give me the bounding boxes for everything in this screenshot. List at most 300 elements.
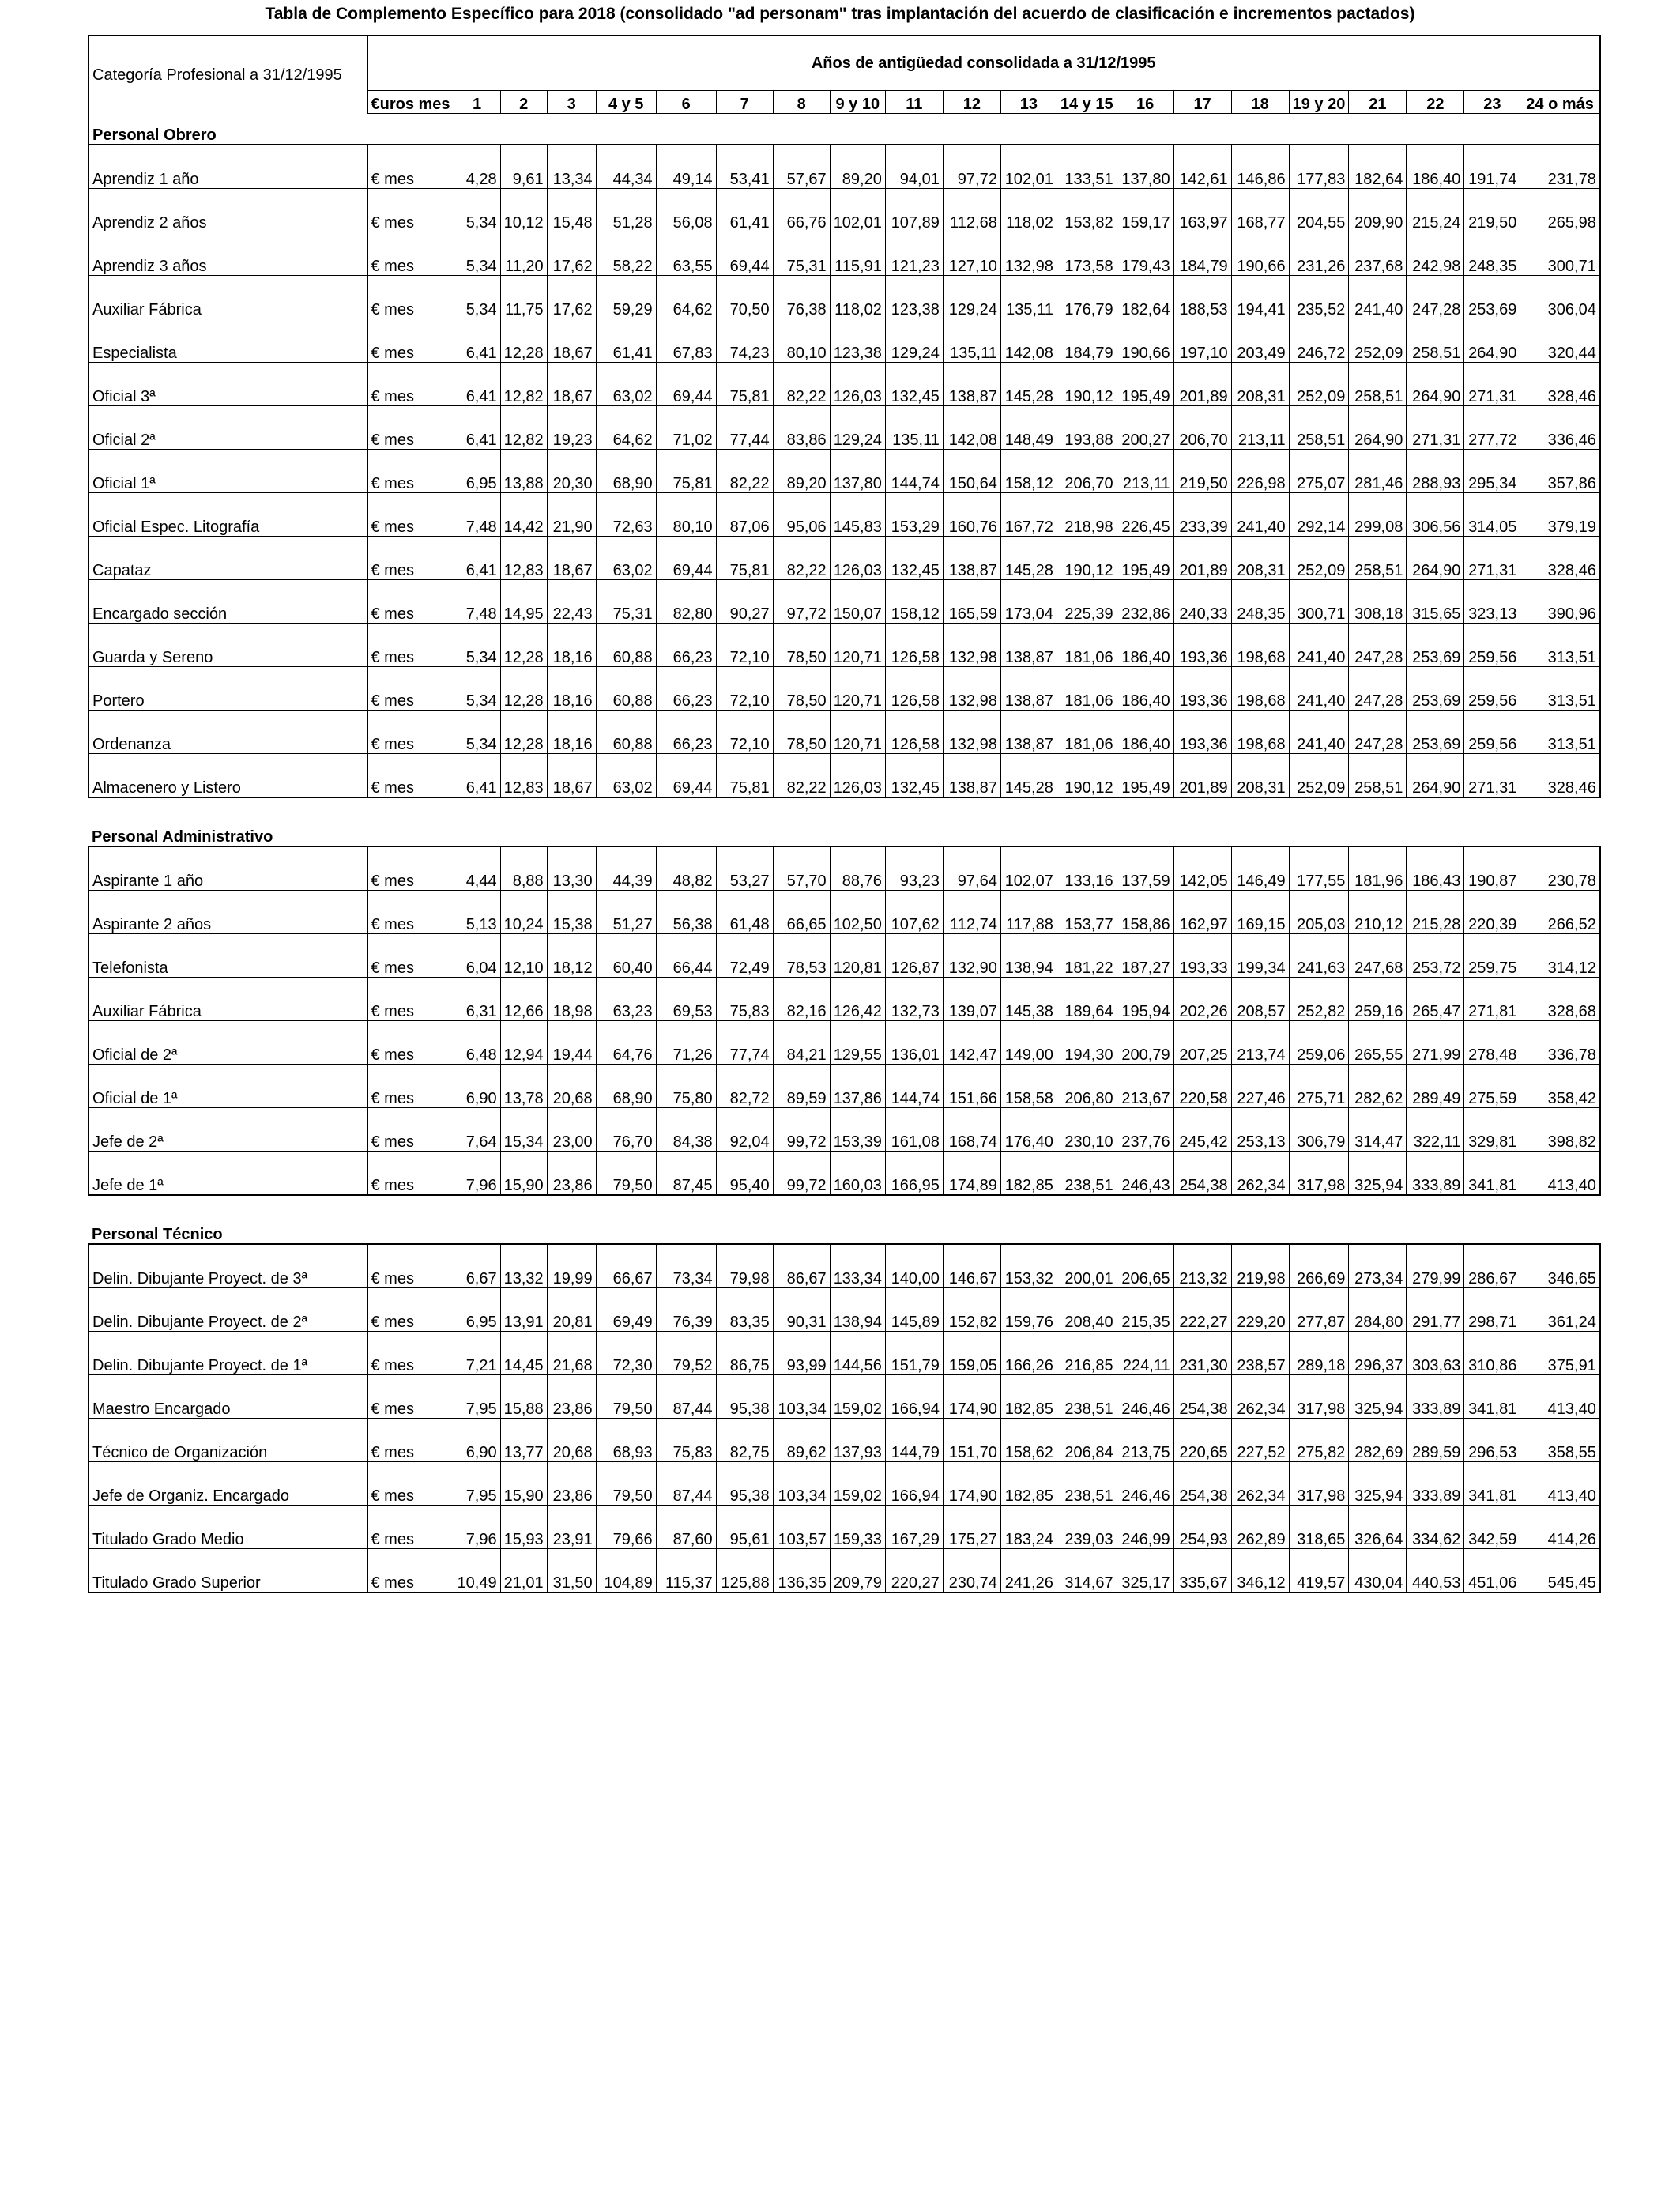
value-cell: 5,13 [454,891,500,934]
value-cell: 262,34 [1231,1152,1289,1196]
value-cell: 146,49 [1231,846,1289,891]
column-header: 24 o más [1520,91,1600,114]
value-cell: 168,77 [1231,189,1289,232]
value-cell: 289,59 [1407,1419,1464,1462]
value-cell: 137,80 [830,450,885,493]
value-cell: 112,68 [943,189,1000,232]
value-cell: 83,35 [716,1288,773,1332]
value-cell: 258,51 [1349,363,1407,406]
value-cell: 315,65 [1407,580,1464,624]
value-cell: 226,45 [1117,493,1173,537]
value-cell: 259,56 [1464,667,1520,711]
value-cell: 13,88 [500,450,547,493]
value-cell: 258,51 [1289,406,1349,450]
value-cell: 209,90 [1349,189,1407,232]
value-cell: 89,20 [830,145,885,189]
unit-cell: € mes [367,145,454,189]
value-cell: 341,81 [1464,1375,1520,1419]
unit-cell: € mes [367,1549,454,1593]
value-cell: 19,44 [547,1021,596,1065]
value-cell: 15,90 [500,1152,547,1196]
value-cell: 186,43 [1407,846,1464,891]
value-cell: 90,31 [773,1288,830,1332]
value-cell: 132,90 [943,934,1000,978]
value-cell: 259,75 [1464,934,1520,978]
value-cell: 200,79 [1117,1021,1173,1065]
value-cell: 120,71 [830,667,885,711]
value-cell: 75,81 [656,450,716,493]
value-cell: 90,27 [716,580,773,624]
value-cell: 120,71 [830,711,885,754]
value-cell: 79,66 [596,1506,656,1549]
value-cell: 82,22 [773,754,830,798]
value-cell: 213,11 [1117,450,1173,493]
value-cell: 137,80 [1117,145,1173,189]
value-cell: 264,90 [1407,363,1464,406]
value-cell: 73,34 [656,1244,716,1288]
value-cell: 68,90 [596,1065,656,1108]
value-cell: 87,06 [716,493,773,537]
category-cell: Telefonista [89,934,367,978]
value-cell: 197,10 [1173,319,1231,363]
column-header: 13 [1000,91,1057,114]
value-cell: 193,33 [1173,934,1231,978]
value-cell: 358,42 [1520,1065,1600,1108]
value-cell: 97,72 [943,145,1000,189]
value-cell: 230,10 [1057,1108,1117,1152]
value-cell: 240,33 [1173,580,1231,624]
value-cell: 12,66 [500,978,547,1021]
value-cell: 279,99 [1407,1244,1464,1288]
category-cell: Aprendiz 3 años [89,232,367,276]
value-cell: 238,51 [1057,1462,1117,1506]
value-cell: 182,85 [1000,1375,1057,1419]
value-cell: 252,09 [1289,537,1349,580]
value-cell: 252,82 [1289,978,1349,1021]
value-cell: 310,86 [1464,1332,1520,1375]
value-cell: 139,07 [943,978,1000,1021]
value-cell: 6,41 [454,537,500,580]
value-cell: 227,46 [1231,1065,1289,1108]
value-cell: 138,94 [1000,934,1057,978]
category-cell: Oficial de 2ª [89,1021,367,1065]
value-cell: 313,51 [1520,667,1600,711]
value-cell: 208,31 [1231,754,1289,798]
value-cell: 232,86 [1117,580,1173,624]
value-cell: 145,38 [1000,978,1057,1021]
category-cell: Jefe de 1ª [89,1152,367,1196]
value-cell: 247,28 [1407,276,1464,319]
value-cell: 132,73 [885,978,943,1021]
value-cell: 176,79 [1057,276,1117,319]
category-cell: Especialista [89,319,367,363]
unit-cell: € mes [367,406,454,450]
value-cell: 198,68 [1231,624,1289,667]
value-cell: 188,53 [1173,276,1231,319]
value-cell: 12,28 [500,624,547,667]
value-cell: 286,67 [1464,1244,1520,1288]
value-cell: 15,90 [500,1462,547,1506]
value-cell: 20,68 [547,1065,596,1108]
value-cell: 333,89 [1407,1375,1464,1419]
value-cell: 237,76 [1117,1108,1173,1152]
value-cell: 314,67 [1057,1549,1117,1593]
value-cell: 72,30 [596,1332,656,1375]
unit-cell: € mes [367,978,454,1021]
value-cell: 64,62 [656,276,716,319]
value-cell: 126,03 [830,537,885,580]
value-cell: 146,67 [943,1244,1000,1288]
value-cell: 237,68 [1349,232,1407,276]
value-cell: 6,41 [454,363,500,406]
value-cell: 213,67 [1117,1065,1173,1108]
value-cell: 259,06 [1289,1021,1349,1065]
value-cell: 87,44 [656,1375,716,1419]
value-cell: 86,75 [716,1332,773,1375]
unit-cell: € mes [367,189,454,232]
value-cell: 80,10 [773,319,830,363]
table-row [89,1419,1600,1462]
value-cell: 53,27 [716,846,773,891]
value-cell: 10,49 [454,1549,500,1593]
value-cell: 159,02 [830,1462,885,1506]
value-cell: 206,84 [1057,1419,1117,1462]
category-cell: Almacenero y Listero [89,754,367,798]
value-cell: 202,26 [1173,978,1231,1021]
value-cell: 336,78 [1520,1021,1600,1065]
value-cell: 5,34 [454,189,500,232]
value-cell: 23,91 [547,1506,596,1549]
value-cell: 5,34 [454,624,500,667]
value-cell: 13,32 [500,1244,547,1288]
value-cell: 63,55 [656,232,716,276]
value-cell: 132,98 [943,711,1000,754]
column-header: 21 [1349,91,1407,114]
value-cell: 75,31 [773,232,830,276]
unit-cell: € mes [367,276,454,319]
value-cell: 7,48 [454,580,500,624]
value-cell: 115,91 [830,232,885,276]
value-cell: 79,50 [596,1375,656,1419]
category-cell: Maestro Encargado [89,1375,367,1419]
column-header: 17 [1173,91,1231,114]
value-cell: 107,62 [885,891,943,934]
value-cell: 78,50 [773,667,830,711]
value-cell: 22,43 [547,580,596,624]
value-cell: 99,72 [773,1108,830,1152]
value-cell: 102,01 [830,189,885,232]
value-cell: 59,29 [596,276,656,319]
value-cell: 201,89 [1173,754,1231,798]
value-cell: 77,44 [716,406,773,450]
value-cell: 72,10 [716,667,773,711]
value-cell: 208,31 [1231,537,1289,580]
value-cell: 146,86 [1231,145,1289,189]
value-cell: 193,36 [1173,667,1231,711]
value-cell: 173,04 [1000,580,1057,624]
value-cell: 152,82 [943,1288,1000,1332]
column-header: 23 [1464,91,1520,114]
value-cell: 145,28 [1000,363,1057,406]
value-cell: 186,40 [1117,711,1173,754]
value-cell: 271,99 [1407,1021,1464,1065]
value-cell: 203,49 [1231,319,1289,363]
value-cell: 238,51 [1057,1152,1117,1196]
value-cell: 20,81 [547,1288,596,1332]
value-cell: 333,89 [1407,1152,1464,1196]
unit-cell: € mes [367,624,454,667]
value-cell: 183,24 [1000,1506,1057,1549]
value-cell: 69,44 [656,363,716,406]
category-cell: Jefe de Organiz. Encargado [89,1462,367,1506]
value-cell: 262,89 [1231,1506,1289,1549]
value-cell: 241,40 [1231,493,1289,537]
value-cell: 175,27 [943,1506,1000,1549]
value-cell: 160,76 [943,493,1000,537]
value-cell: 18,67 [547,754,596,798]
column-header: 18 [1231,91,1289,114]
value-cell: 7,95 [454,1375,500,1419]
value-cell: 252,09 [1289,363,1349,406]
unit-cell: € mes [367,1375,454,1419]
value-cell: 82,75 [716,1419,773,1462]
value-cell: 126,87 [885,934,943,978]
value-cell: 213,11 [1231,406,1289,450]
value-cell: 181,22 [1057,934,1117,978]
value-cell: 195,94 [1117,978,1173,1021]
value-cell: 207,25 [1173,1021,1231,1065]
value-cell: 6,95 [454,1288,500,1332]
value-cell: 82,22 [773,363,830,406]
value-cell: 15,38 [547,891,596,934]
value-cell: 63,02 [596,754,656,798]
value-cell: 145,28 [1000,754,1057,798]
value-cell: 271,31 [1407,406,1464,450]
value-cell: 6,41 [454,754,500,798]
value-cell: 135,11 [885,406,943,450]
value-cell: 61,48 [716,891,773,934]
value-cell: 12,94 [500,1021,547,1065]
value-cell: 275,07 [1289,450,1349,493]
value-cell: 220,65 [1173,1419,1231,1462]
value-cell: 51,28 [596,189,656,232]
value-cell: 129,24 [943,276,1000,319]
value-cell: 66,23 [656,667,716,711]
value-cell: 264,90 [1407,537,1464,580]
unit-cell: € mes [367,846,454,891]
unit-cell: € mes [367,1288,454,1332]
value-cell: 247,28 [1349,667,1407,711]
value-cell: 292,14 [1289,493,1349,537]
value-cell: 103,34 [773,1375,830,1419]
value-cell: 12,82 [500,406,547,450]
value-cell: 75,31 [596,580,656,624]
column-header: 19 y 20 [1289,91,1349,114]
value-cell: 69,53 [656,978,716,1021]
value-cell: 246,99 [1117,1506,1173,1549]
value-cell: 181,06 [1057,624,1117,667]
unit-cell: € mes [367,1108,454,1152]
value-cell: 306,56 [1407,493,1464,537]
value-cell: 328,68 [1520,978,1600,1021]
value-cell: 177,83 [1289,145,1349,189]
value-cell: 79,50 [596,1152,656,1196]
value-cell: 7,64 [454,1108,500,1152]
value-cell: 313,51 [1520,711,1600,754]
value-cell: 15,34 [500,1108,547,1152]
value-cell: 103,57 [773,1506,830,1549]
value-cell: 7,96 [454,1506,500,1549]
value-cell: 182,64 [1349,145,1407,189]
table-row [89,276,1600,319]
value-cell: 120,71 [830,624,885,667]
value-cell: 135,11 [1000,276,1057,319]
value-cell: 168,74 [943,1108,1000,1152]
value-cell: 176,40 [1000,1108,1057,1152]
category-cell: Técnico de Organización [89,1419,367,1462]
value-cell: 69,44 [716,232,773,276]
value-cell: 132,98 [1000,232,1057,276]
value-cell: 239,03 [1057,1506,1117,1549]
value-cell: 82,16 [773,978,830,1021]
value-cell: 12,83 [500,537,547,580]
value-cell: 8,88 [500,846,547,891]
value-cell: 48,82 [656,846,716,891]
value-cell: 132,45 [885,754,943,798]
value-cell: 275,59 [1464,1065,1520,1108]
value-cell: 148,49 [1000,406,1057,450]
value-cell: 313,51 [1520,624,1600,667]
table-row [89,580,1600,624]
value-cell: 266,69 [1289,1244,1349,1288]
value-cell: 224,11 [1117,1332,1173,1375]
value-cell: 120,81 [830,934,885,978]
value-cell: 44,39 [596,846,656,891]
column-header: 6 [656,91,716,114]
value-cell: 135,11 [943,319,1000,363]
value-cell: 235,52 [1289,276,1349,319]
category-cell: Titulado Grado Medio [89,1506,367,1549]
value-cell: 194,41 [1231,276,1289,319]
value-cell: 252,09 [1349,319,1407,363]
value-cell: 78,50 [773,624,830,667]
value-cell: 390,96 [1520,580,1600,624]
value-cell: 193,36 [1173,711,1231,754]
value-cell: 159,17 [1117,189,1173,232]
category-cell: Aprendiz 1 año [89,145,367,189]
unit-header: €uros mes [367,91,454,114]
value-cell: 126,03 [830,363,885,406]
value-cell: 252,09 [1289,754,1349,798]
unit-cell: € mes [367,363,454,406]
table-row [89,978,1600,1021]
value-cell: 84,38 [656,1108,716,1152]
value-cell: 335,67 [1173,1549,1231,1593]
value-cell: 219,50 [1464,189,1520,232]
value-cell: 121,23 [885,232,943,276]
value-cell: 142,47 [943,1021,1000,1065]
value-cell: 181,96 [1349,846,1407,891]
value-cell: 258,51 [1349,537,1407,580]
value-cell: 215,28 [1407,891,1464,934]
value-cell: 208,31 [1231,363,1289,406]
value-cell: 241,40 [1289,624,1349,667]
value-cell: 163,97 [1173,189,1231,232]
value-cell: 206,65 [1117,1244,1173,1288]
table-row [89,754,1600,798]
value-cell: 200,27 [1117,406,1173,450]
value-cell: 193,36 [1173,624,1231,667]
value-cell: 329,81 [1464,1108,1520,1152]
value-cell: 206,70 [1173,406,1231,450]
category-cell: Jefe de 2ª [89,1108,367,1152]
value-cell: 173,58 [1057,232,1117,276]
value-cell: 137,93 [830,1419,885,1462]
value-cell: 77,74 [716,1021,773,1065]
value-cell: 174,90 [943,1375,1000,1419]
value-cell: 220,39 [1464,891,1520,934]
value-cell: 87,60 [656,1506,716,1549]
value-cell: 253,69 [1407,624,1464,667]
value-cell: 264,90 [1407,754,1464,798]
value-cell: 358,55 [1520,1419,1600,1462]
value-cell: 341,81 [1464,1462,1520,1506]
value-cell: 5,34 [454,232,500,276]
value-cell: 296,37 [1349,1332,1407,1375]
value-cell: 284,80 [1349,1288,1407,1332]
unit-cell: € mes [367,493,454,537]
value-cell: 229,20 [1231,1288,1289,1332]
value-cell: 75,81 [716,754,773,798]
value-cell: 291,77 [1407,1288,1464,1332]
value-cell: 126,42 [830,978,885,1021]
value-cell: 5,34 [454,667,500,711]
value-cell: 167,72 [1000,493,1057,537]
value-cell: 67,83 [656,319,716,363]
value-cell: 79,98 [716,1244,773,1288]
value-cell: 89,59 [773,1065,830,1108]
unit-cell: € mes [367,537,454,580]
value-cell: 60,40 [596,934,656,978]
value-cell: 142,08 [1000,319,1057,363]
value-cell: 129,24 [885,319,943,363]
value-cell: 258,51 [1349,754,1407,798]
value-cell: 193,88 [1057,406,1117,450]
value-cell: 289,18 [1289,1332,1349,1375]
value-cell: 166,94 [885,1375,943,1419]
value-cell: 346,12 [1231,1549,1289,1593]
unit-cell: € mes [367,319,454,363]
value-cell: 19,23 [547,406,596,450]
value-cell: 118,02 [1000,189,1057,232]
value-cell: 398,82 [1520,1108,1600,1152]
value-cell: 328,46 [1520,363,1600,406]
table-row [89,1332,1600,1375]
value-cell: 138,87 [1000,711,1057,754]
unit-cell: € mes [367,1021,454,1065]
value-cell: 320,44 [1520,319,1600,363]
unit-cell: € mes [367,580,454,624]
value-cell: 195,49 [1117,363,1173,406]
value-cell: 144,74 [885,1065,943,1108]
value-cell: 182,64 [1117,276,1173,319]
unit-cell: € mes [367,1244,454,1288]
value-cell: 199,34 [1231,934,1289,978]
value-cell: 220,58 [1173,1065,1231,1108]
column-header: 8 [773,91,830,114]
value-cell: 195,49 [1117,537,1173,580]
value-cell: 198,68 [1231,711,1289,754]
